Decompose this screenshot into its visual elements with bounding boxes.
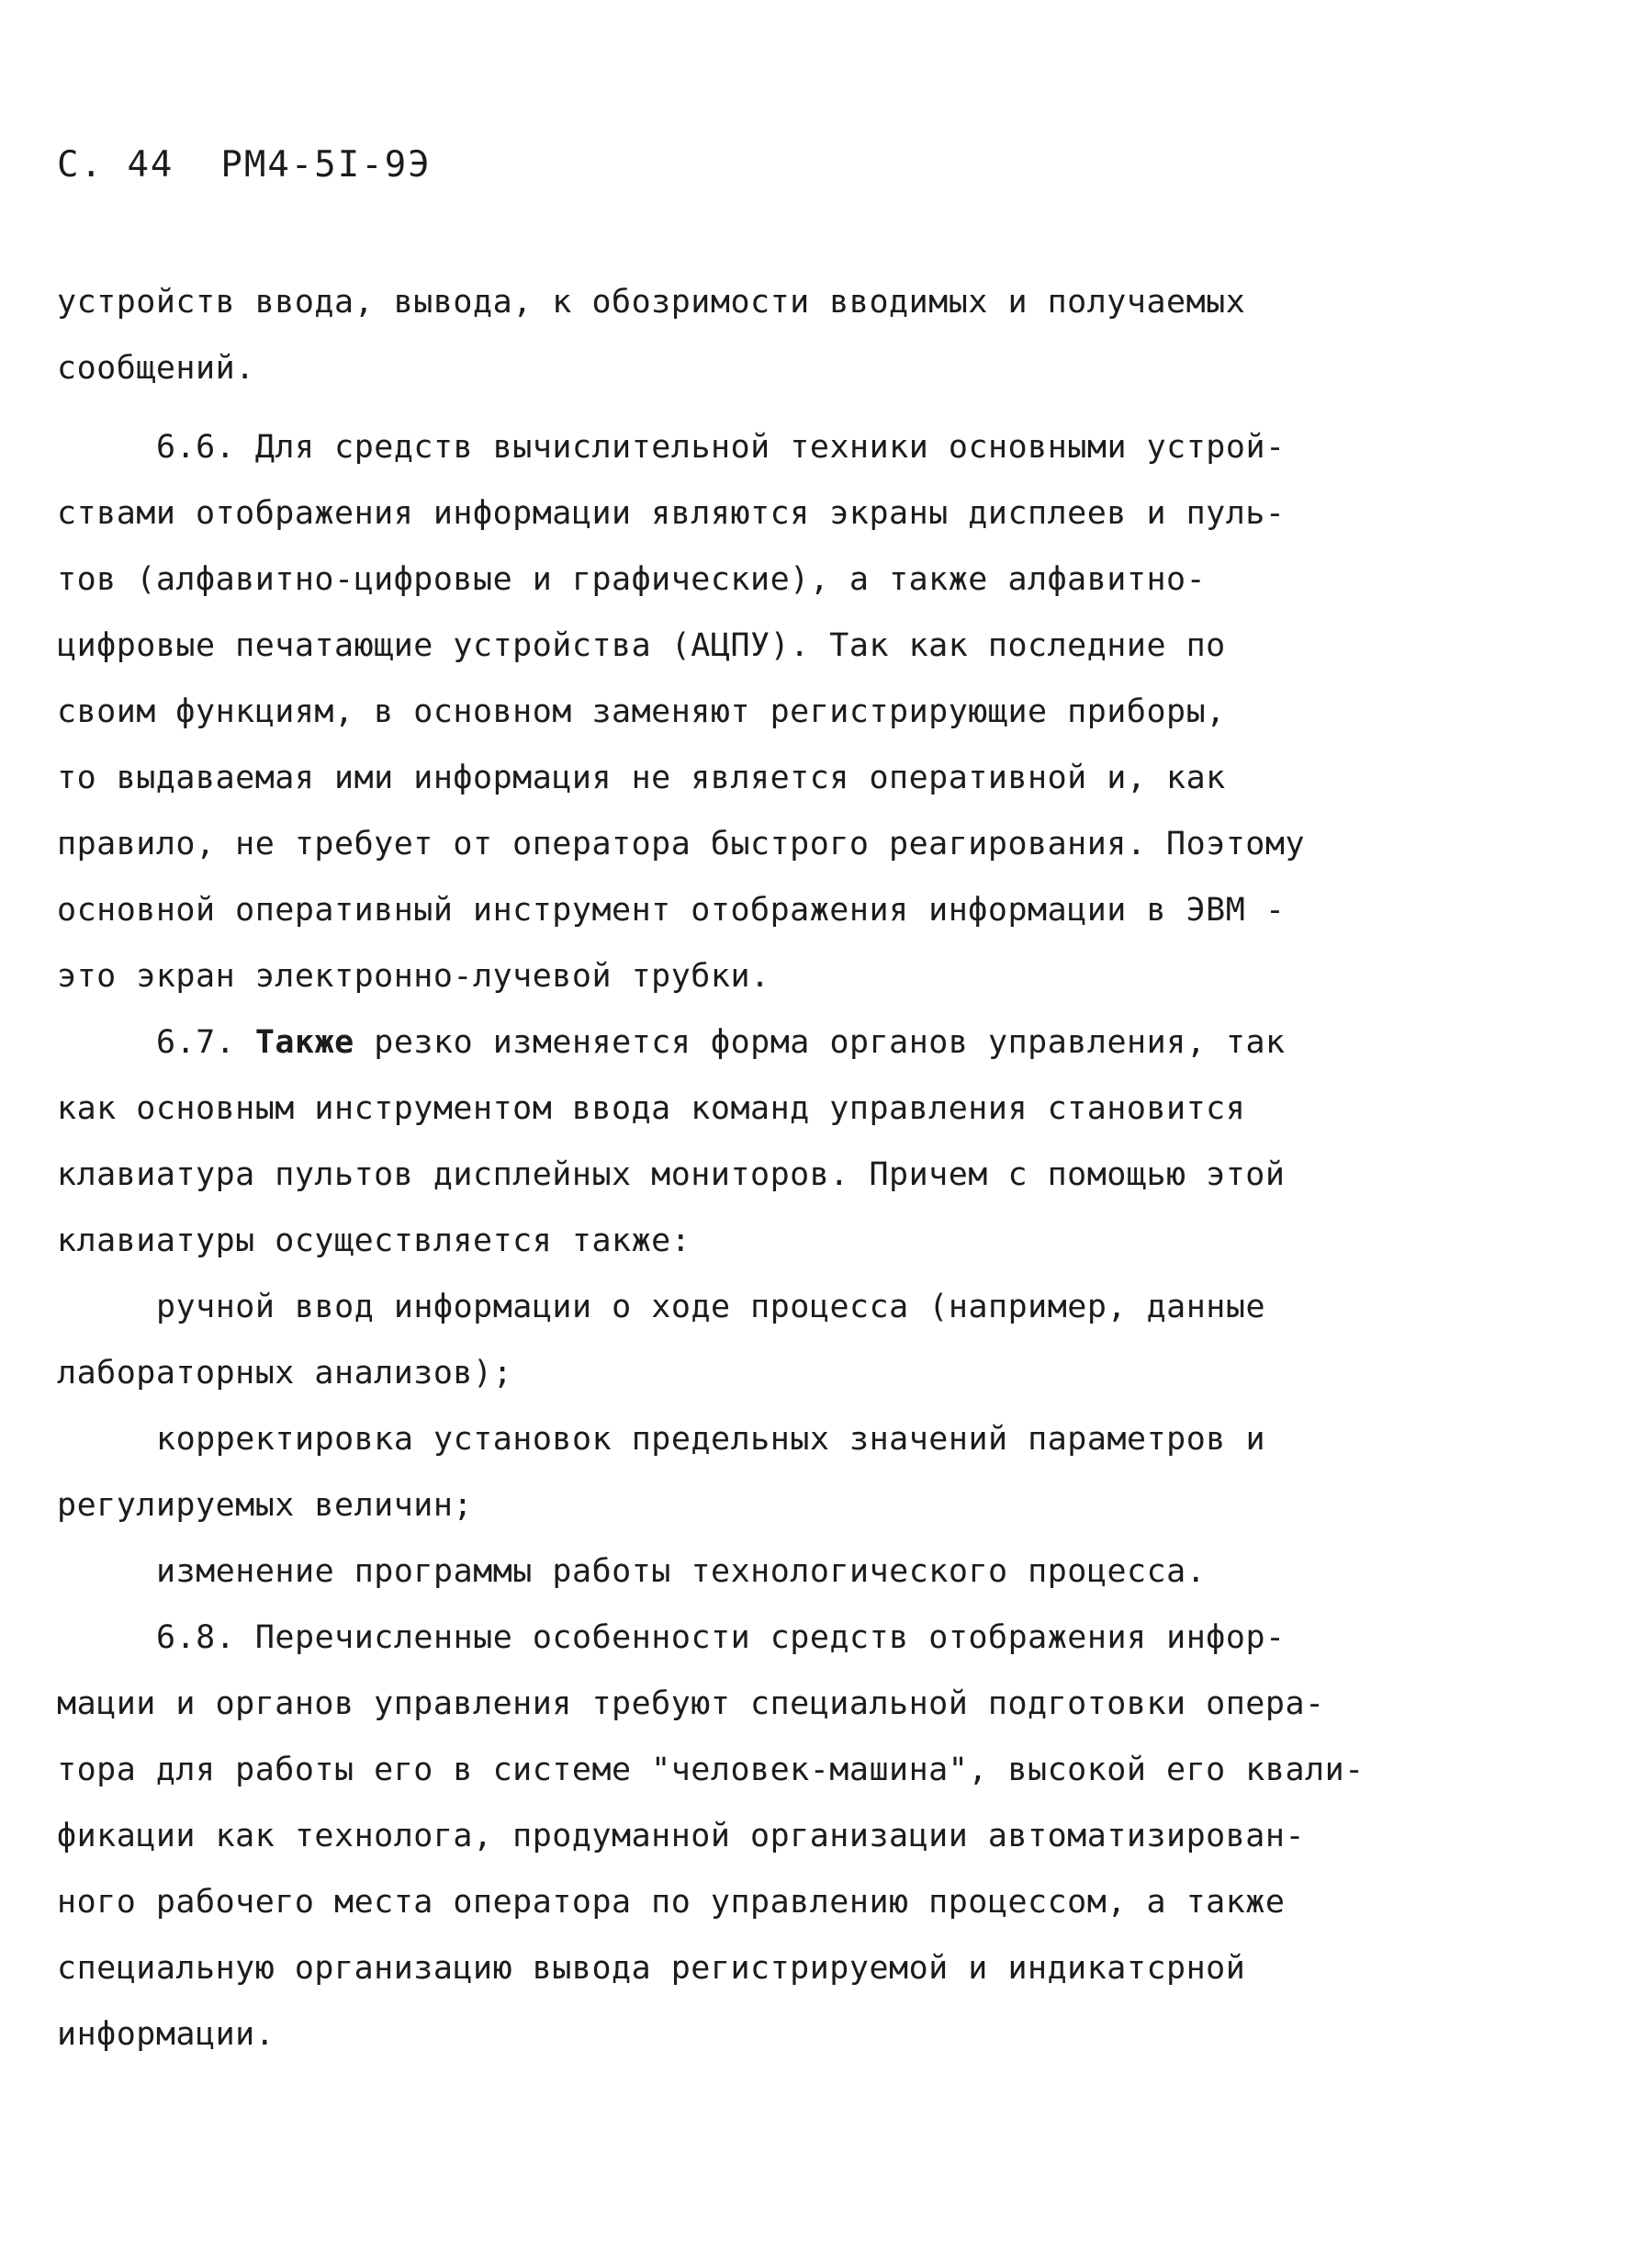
paragraph-6-6-start: 6.6. Для средств вычислительной техники основными устрой- [156,429,1286,466]
text-line: это экран электронно-лучевой трубки. [57,958,770,995]
text-line: лабораторных анализов); [57,1355,513,1392]
text-line: клавиатура пультов дисплейных мониторов. Причем с помощью этой [57,1156,1286,1193]
text-line: то выдаваемая ими информация не является оперативной и, как [57,760,1226,796]
text-line: правило, не требует от оператора быстрого реагирования. Поэтому [57,826,1306,862]
text-line: устройств ввода, вывода, к обозримости вводимых и получаемых [57,284,1246,321]
text-line: регулируемых величин; [57,1487,474,1524]
emphasis-text: Также [254,1024,354,1061]
text-line: ного рабочего места оператора по управлению процессом, а также [57,1884,1286,1921]
text-line: как основным инструментом ввода команд управления становится [57,1090,1246,1127]
text-run: резко изменяется форма органов управления, так [354,1024,1286,1061]
section-number: 6.7. [156,1024,255,1061]
paragraph-6-8-start: 6.8. Перечисленные особенности средств отображения инфор- [156,1619,1286,1656]
text-line: своим функциям, в основном заменяют регистрирующие приборы, [57,693,1226,730]
page-header: С. 44 РМ4-5I-9Э [57,144,432,186]
text-line: тора для работы его в системе "человек-машина", высокой его квали- [57,1752,1365,1788]
text-line: основной оперативный инструмент отображения информации в ЭВМ - [57,892,1286,929]
text-line: специальную организацию вывода регистрируемой и индикатсрной [57,1950,1246,1987]
text-line: цифровые печатающие устройства (АЦПУ). Так как последние по [57,627,1226,664]
text-line: ствами отображения информации являются экраны дисплеев и пуль- [57,495,1286,532]
list-item-start: корректировка установок предельных значений параметров и [156,1421,1266,1458]
list-item-start: ручной ввод информации о ходе процесса (например, данные [156,1289,1266,1325]
text-line: мации и органов управления требуют специальной подготовки опера- [57,1685,1325,1722]
text-line: информации. [57,2016,275,2053]
paragraph-6-7-start [156,1024,1286,1061]
text-line: сообщений. [57,350,255,387]
text-line: клавиатуры осуществляется также: [57,1223,691,1259]
list-item-start: изменение программы работы технологического процесса. [156,1553,1207,1590]
text-line: тов (алфавитно-цифровые и графические), а также алфавитно- [57,561,1207,598]
text-line: фикации как технолога, продуманной организации автоматизирован- [57,1818,1306,1854]
